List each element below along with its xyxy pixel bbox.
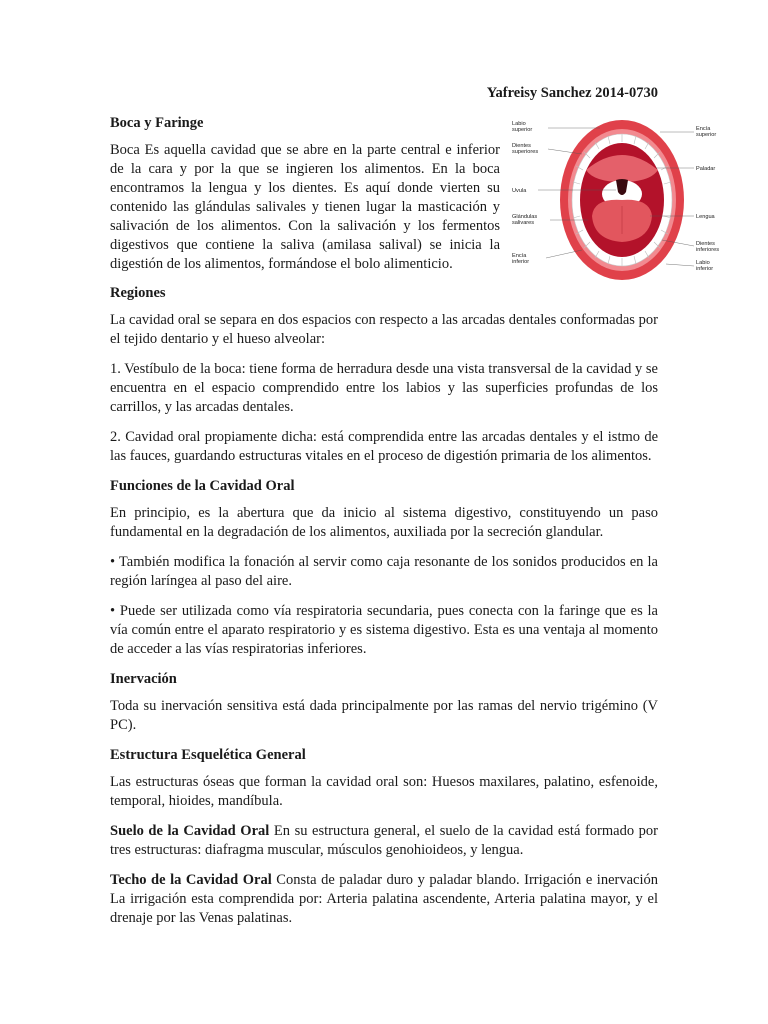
- mouth-diagram: [510, 118, 722, 284]
- intro-section: [110, 114, 720, 284]
- label-labio-superior: Labio superior: [512, 121, 533, 133]
- suelo-paragraph: [110, 822, 658, 860]
- estructura-title: Estructura Esquelética General: [110, 747, 306, 763]
- funciones-paragraph-2: • También modifica la fonación al servir como caja resonante de los sonidos producidos en la región laríngea al paso del aire.: [110, 554, 658, 589]
- techo-title: Techo de la Cavidad Oral: [110, 872, 272, 888]
- label-dientes-inferiores: Dientes inferiores: [696, 241, 720, 253]
- inervacion-title: Inervación: [110, 671, 177, 687]
- label-uvula: Uvula: [512, 188, 527, 194]
- intro-text: [110, 114, 500, 274]
- suelo-title: Suelo de la Cavidad Oral: [110, 823, 270, 839]
- regiones-paragraph-2: 1. Vestíbulo de la boca: tiene forma de herradura desde una vista transversal de la cavidad y se encuentra en el espacio comprendido entre los labios y las superficies profundas de los carrillos, y las arcadas dentales.: [110, 361, 658, 415]
- funciones-title: Funciones de la Cavidad Oral: [110, 478, 295, 494]
- document-body: [110, 114, 720, 939]
- label-glandulas: Glándulas salivares: [512, 214, 538, 226]
- regiones-paragraph-1: La cavidad oral se separa en dos espacios con respecto a las arcadas dentales conformadas por el tejido dentario y el hueso alveolar:: [110, 312, 658, 347]
- mouth-diagram-svg: [510, 118, 722, 284]
- label-encia-superior: Encía superior: [696, 126, 717, 138]
- label-encia-inferior: Encía inferior: [512, 253, 530, 265]
- intro-paragraph: Boca Es aquella cavidad que se abre en la parte central e inferior de la cara y por la que se ingieren los alimentos. En la boca encontramos la lengua y los dientes. Es aquí donde vierten su contenido las glándulas salivales y tienen lugar la masticación y salivación de los alimentos. Con la salivación y los fermentos digestivos que contiene la saliva (amilasa salival) se inicia la digestión de los alimentos, formándose el bolo alimenticio.: [110, 142, 500, 272]
- intro-title: Boca y Faringe: [110, 115, 204, 131]
- techo-paragraph: [110, 871, 658, 928]
- techo-text: Consta de paladar duro y paladar blando. Irrigación e inervación La irrigación esta comprendida por: Arteria palatina ascendente, Arteria palatina mayor, y el drenaje por las Venas palatinas.: [110, 872, 658, 926]
- funciones-paragraph-1: En principio, es la abertura que da inicio al sistema digestivo, constituyendo un paso fundamental en la degradación de los alimentos, auxiliada por la secreción glandular.: [110, 505, 658, 540]
- author-line: Yafreisy Sanchez 2014-0730: [486, 85, 658, 101]
- regiones-paragraph-3: 2. Cavidad oral propiamente dicha: está comprendida entre las arcadas dentales y el istmo de las fauces, guardando estructuras vitales en el proceso de digestión primaria de los alimentos.: [110, 429, 658, 464]
- suelo-text: En su estructura general, el suelo de la cavidad está formado por tres estructuras: diafragma muscular, músculos genohioideos, y lengua.: [110, 823, 658, 858]
- regiones-title: Regiones: [110, 285, 166, 301]
- label-lengua: Lengua: [696, 214, 715, 220]
- label-dientes-superiores: Dientes superiores: [512, 143, 539, 155]
- funciones-paragraph-3: • Puede ser utilizada como vía respiratoria secundaria, pues conecta con la faringe que es la vía común entre el aparato respiratorio y es sistema digestivo. Esta es una ventaja al momento de acceder a las vías respiratorias inferiores.: [110, 603, 658, 657]
- inervacion-paragraph: Toda su inervación sensitiva está dada principalmente por las ramas del nervio trigémino (V PC).: [110, 698, 658, 733]
- label-paladar: Paladar: [696, 166, 716, 172]
- estructura-paragraph: Las estructuras óseas que forman la cavidad oral son: Huesos maxilares, palatino, esfenoide, temporal, hioides, mandíbula.: [110, 774, 658, 809]
- label-labio-inferior: Labio inferior: [696, 260, 714, 272]
